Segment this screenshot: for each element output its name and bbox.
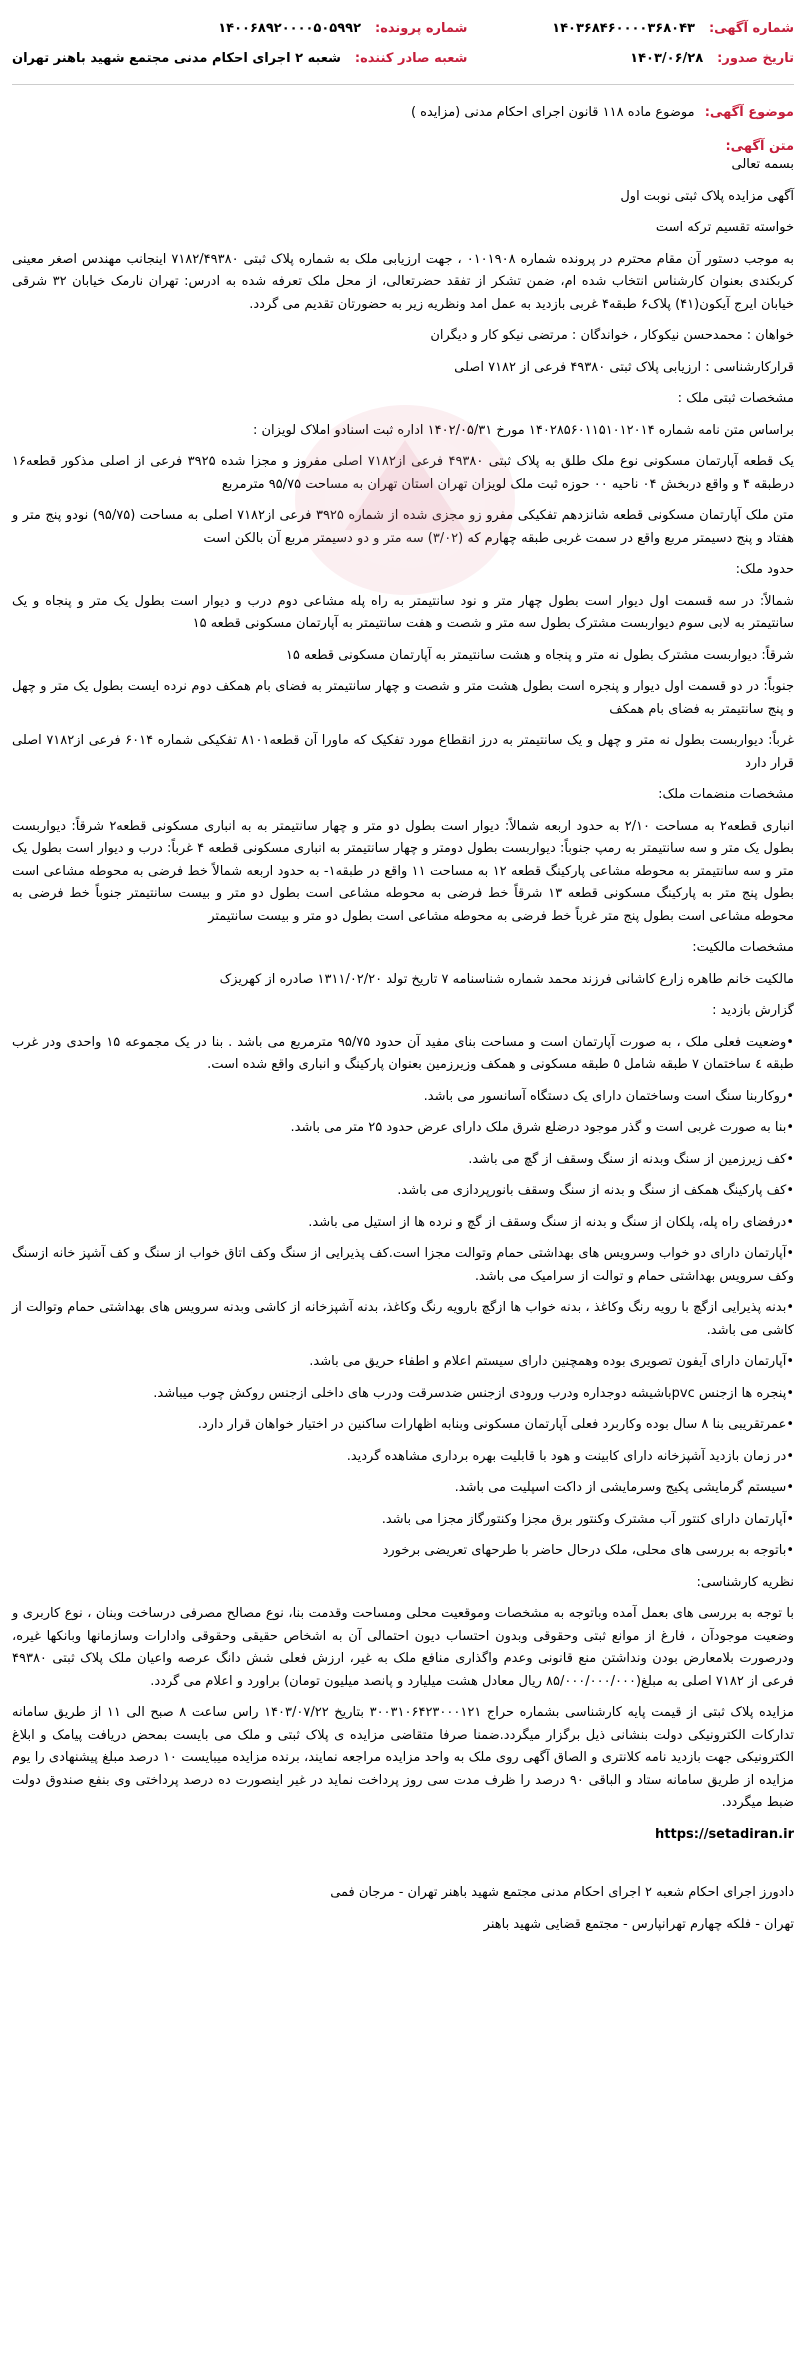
issuer-value: شعبه ۲ اجرای احکام مدنی مجتمع شهید باهنر تهران xyxy=(12,51,341,67)
paragraph: با توجه به بررسی های بعمل آمده وباتوجه به مشخصات وموقعیت محلی ومساحت وقدمت بنا، نوع مصالح مصرفی درساخت وبنان ، نوع کاربری و وضعیت موجودآن ، فارغ از موانع ثبتی وحقوقی وبدون احتساب دیون احتمالی آن به اشخاص حقیقی وحقوقی وادارات وسازمانها وبانکها غیره، ودرصورت بلامعارض بودن ونداشتن منع قانونی وعدم واگذاری منافع ملک به غیر، ارزش فعلی شش دانگ عرصه واعیان ملک پلاک ثبتی ۴۹۳۸۰ فرعی از ۷۱۸۲ اصلی به مبلغ(۸۵/۰۰۰/۰۰۰/۰۰۰ ریال معادل هشت میلیارد و پانصد میلیون تومان) براورد و اعلام می گردد. xyxy=(12,1606,794,1689)
bullet-item: •روکاربنا سنگ است وساختمان دارای یک دستگاه آسانسور می باشد. xyxy=(423,1088,794,1104)
paragraph: خواسته تقسیم ترکه است xyxy=(655,220,794,235)
section-heading: مشخصات ثبتی ملک : xyxy=(677,391,794,406)
case-number-label: شماره پرونده: xyxy=(375,21,468,37)
paragraph: بسمه تعالی xyxy=(731,157,794,172)
bullet-item: •درفضای راه پله، پلکان از سنگ و بدنه از سنگ وسقف از گچ و نرده ها از استیل می باشد. xyxy=(308,1214,794,1230)
announcement-body xyxy=(12,154,794,1936)
paragraph: یک قطعه آپارتمان مسکونی نوع ملک طلق به پلاک ثبتی ۴۹۳۸۰ فرعی از۷۱۸۲ اصلی مفروز و مجزا شده ۳۹۲۵ فرعی از اصلی مذکور قطعه۱۶ درطبقه ۴ و واقع دربخش ۰۴ ناحیه ۰۰ حوزه ثبت ملک لویزان تهران استان تهران به مساحت ۹۵/۷۵ مترمربع xyxy=(12,454,794,492)
paragraph: خواهان : محمدحسن نیکوکار ، خواندگان : مرتضی نیکو کار و دیگران xyxy=(430,328,794,343)
section-heading: حدود ملک: xyxy=(735,562,794,577)
text-label: متن آگهی: xyxy=(725,139,794,154)
setad-link[interactable]: https://setadiran.ir xyxy=(655,1826,794,1842)
bullet-item: •در زمان بازدید آشپزخانه دارای کابینت و هود با قابلیت بهره برداری مشاهده گردید. xyxy=(346,1448,794,1464)
paragraph: براساس متن نامه شماره ۱۴۰۲۸۵۶۰۱۱۵۱۰۱۲۰۱۴ مورخ ۱۴۰۲/۰۵/۳۱ اداره ثبت اسنادو املاک لویزان : xyxy=(253,422,794,438)
footer-line: دادورز اجرای احکام شعبه ۲ اجرای احکام مدنی مجتمع شهید باهنر تهران - مرجان فمی xyxy=(330,1885,794,1900)
bullet-item: •آپارتمان دارای آیفون تصویری بوده وهمچنین دارای سیستم اعلام و اطفاء حریق می باشد. xyxy=(309,1354,794,1369)
issue-date-label: تاریخ صدور: xyxy=(717,51,794,67)
footer xyxy=(12,1882,794,1936)
bullet-item: •بنا به صورت غربی است و گذر موجود درضلع شرق ملک دارای عرض حدود ۲۵ متر می باشد. xyxy=(290,1120,794,1135)
bullet-item: •آپارتمان دارای کنتور آب مشترک وکنتور برق مجزا وکنتورگاز مجزا می باشد. xyxy=(381,1511,794,1527)
bullet-item: •پنجره ها ازجنس pvcباشیشه دوجداره ودرب ورودی ازجنس ضدسرقت ودرب های داخلی ازجنس روکش چوب میباشد. xyxy=(153,1385,794,1401)
ad-number-label: شماره آگهی: xyxy=(708,21,794,37)
paragraph: به موجب دستور آن مقام محترم در پرونده شماره ۰۱۰۱۹۰۸ ، جهت ارزیابی ملک به شماره پلاک ثبتی ۷۱۸۲/۴۹۳۸۰ اینجانب مهندس اصغر معینی کربکندی بعنوان کارشناس انتخاب شده ام، ضمن تشکر از تفقد حضرتعالی، از محل ملک تعرفه شده به ادرس: تهران نارمک خیابان ۳۲ شرقی خیابان ایرج آیکون(۴۱) پلاک۶ طبقه۴ غربی بازدید به عمل امد ونظریه زیر به حضورتان تقدیم می گردد. xyxy=(12,251,795,312)
issuer-row xyxy=(12,44,467,74)
announcement-header xyxy=(12,0,794,74)
subject-label: موضوع آگهی: xyxy=(704,105,794,120)
paragraph: غرباً: دیواربست بطول نه متر و چهل و یک سانتیمتر به درز انقطاع مورد تفکیک که ماورا آن قطعه۸۱۰۱ تفکیکی شماره ۶۰۱۴ فرعی از۷۱۸۲ اصلی قرار دارد xyxy=(12,733,794,771)
section-heading: گزارش بازدید : xyxy=(712,1003,794,1018)
section-heading: مشخصات مالکیت: xyxy=(692,940,794,955)
paragraph: انباری قطعه۲ به مساحت ۲/۱۰ به حدود اربعه شمالاً: دیوار است بطول دو متر و چهار سانتیمتر به به انباری مسکونی قطعه۲ شرقاً: دیواربست بطول یک متر و سه سانتیمتر به رمپ جنوباً: دیواربست بطول دومتر و چهار سانتیمتر به انباری مسکونی قطعه ۴ غرباً: درب و دیوار است بطول یک متر و سه سانتیمتر به محوطه مشاعی پارکینگ قطعه ۱۲ به مساحت ۱۱ واقع در طبقه۱- به حدود اربعه شمالاً خط فرضی به محوطه مشاعی است بطول پنج متر به پارکینگ مسکونی قطعه ۱۳ شرقاً خط فرضی به محوطه مشاعی است بطول دو متر و بیست سانتیمتر جنوباً خط فرضی به محوطه مشاعی است بطول پنج متر غرباً خط فرضی به محوطه مشاعی است بطول دو متر و بیست سانتیمتر xyxy=(12,818,794,924)
paragraph: جنوباً: در دو قسمت اول دیوار و پنجره است بطول هشت متر و شصت و چهار سانتیمتر به فضای بام همکف دوم نرده ایست بطول یک متر و چهل و پنج سانتیمتر به فضای بام همکف xyxy=(12,679,794,717)
case-number-value: ۱۴۰۰۶۸۹۲۰۰۰۰۵۰۵۹۹۲ xyxy=(218,21,362,37)
issue-date-row xyxy=(477,44,794,74)
paragraph: شمالاً: در سه قسمت اول دیوار است بطول چهار متر و نود سانتیمتر به راه پله مشاعی دوم درب و دیوار است بطول یک متر و پنجاه و یک سانتیمتر به لابی سوم دیواربست مشترک بطول سه متر و شصت و هفت سانتیمتر به آپارتمان مسکونی قطعه ۱۵ xyxy=(12,593,794,631)
bullet-item: •کف پارکینگ همکف از سنگ و بدنه از سنگ وسقف بانورپردازی می باشد. xyxy=(397,1183,794,1198)
issuer-label: شعبه صادر کننده: xyxy=(354,51,468,67)
bullet-item: •عمرتقریبی بنا ۸ سال بوده وکاربرد فعلی آپارتمان مسکونی وبنابه اظهارات ساکنین در اختیار خواهان قرار دارد. xyxy=(197,1417,794,1432)
paragraph: آگهی مزایده پلاک ثبتی نوبت اول xyxy=(620,188,794,204)
bullet-item: •باتوجه به بررسی های محلی، ملک درحال حاضر با طرحهای تعریضی برخورد xyxy=(382,1543,794,1558)
ad-number-row xyxy=(477,14,794,44)
section-heading: نظریه کارشناسی: xyxy=(696,1574,794,1590)
paragraph: متن ملک آپارتمان مسکونی قطعه شانزدهم تفکیکی مفرو زو مجزی شده از شماره ۳۹۲۵ فرعی از۷۱۸۲ اصلی به مساحت (۹۵/۷۵) نودو پنج متر و هفتاد و پنج دسیمتر مربع واقع در سمت غربی طبقه چهارم که (۳/۰۲) سه متر و دو دسیمتر مربع آن بالکن است xyxy=(12,508,795,546)
bullet-item: •سیستم گرمایشی پکیج وسرمایشی از داکت اسپلیت می باشد. xyxy=(454,1480,794,1495)
paragraph: قرارکارشناسی : ارزیابی پلاک ثبتی ۴۹۳۸۰ فرعی از ۷۱۸۲ اصلی xyxy=(454,359,794,375)
paragraph: مزایده پلاک ثبتی از قیمت پایه کارشناسی بشماره حراج ۳۰۰۳۱۰۶۴۲۳۰۰۰۱۲۱ بتاریخ ۱۴۰۳/۰۷/۲۲ راس ساعت ۸ صبح الی ۱۱ از طریق سامانه تدارکات الکترونیکی دولت بنشانی ذیل برگزار میگردد.ضمنا صرفا متقاضی مزایده ی پلاک ثبتی و ملک می بایست بمحض دریافت پیامک و ابلاغ الکترونیکی جهت بازدید نامه کلانتری و الصاق آگهی روی ملک به واحد مزایده مراجعه نمایند، برنده مزایده میبایست ۱۰ درصد مبلغ پیشنهادی را یوم مزایده از طریق سامانه ستاد و الباقی ۹۰ درصد را ظرف مدت سی روز پرداخت نماید در غیر اینصورت ده درصد پرداختی وی بنفع صندوق دولت ضبط میگردد. xyxy=(12,1705,794,1810)
bullet-item: •وضعیت فعلی ملک ، به صورت آپارتمان است و مساحت بنای مفید آن حدود ۹۵/۷۵ مترمربع می باشد . بنا در یک مجموعه ۱۵ واحدی ودر غرب طبقه ٤ ساختمان ۷ طبقه شامل ٥ طبقه مسکونی و همکف وزیرزمین بعنوان پارکینگ و انباری واقع شده است. xyxy=(12,1034,794,1072)
subject-value: موضوع ماده ۱۱۸ قانون اجرای احکام مدنی (مزایده ) xyxy=(410,105,695,120)
section-heading: مشخصات منضمات ملک: xyxy=(658,787,794,802)
paragraph: مالکیت خانم طاهره زارع کاشانی فرزند محمد شماره شناسنامه ۷ تاریخ تولد ۱۳۱۱/۰۲/۲۰ صادره از کهریزک xyxy=(219,971,794,987)
paragraph: شرقاً: دیواربست مشترک بطول نه متر و پنجاه و هشت سانتیمتر به آپارتمان مسکونی قطعه ۱۵ xyxy=(285,647,794,663)
footer-line: تهران - فلکه چهارم تهرانپارس - مجتمع قضایی شهید باهنر xyxy=(483,1916,794,1932)
bullet-item: •آپارتمان دارای دو خواب وسرویس های بهداشتی حمام وتوالت مجزا است.کف پذیرایی از سنگ وکف اتاق خواب از سنگ و کف آشپز خانه ازسنگ وکف سرویس بهداشتی حمام و توالت از سرامیک می باشد. xyxy=(12,1246,794,1284)
bullet-item: •کف زیرزمین از سنگ وبدنه از سنگ وسقف از گچ می باشد. xyxy=(468,1151,794,1167)
issue-date-value: ۱۴۰۳/۰۶/۲۸ xyxy=(630,51,704,67)
subject-row xyxy=(12,85,794,123)
case-number-row xyxy=(12,14,467,44)
ad-number-value: ۱۴۰۳۶۸۴۶۰۰۰۰۳۶۸۰۴۳ xyxy=(552,21,695,37)
bullet-item: •بدنه پذیرایی ازگچ با رویه رنگ وکاغذ ، بدنه خواب ها ازگچ بارویه رنگ وکاغذ، بدنه آشپزخانه از کاشی وبدنه سرویس های بهداشتی حمام وتوالت از کاشی می باشد. xyxy=(12,1300,794,1338)
